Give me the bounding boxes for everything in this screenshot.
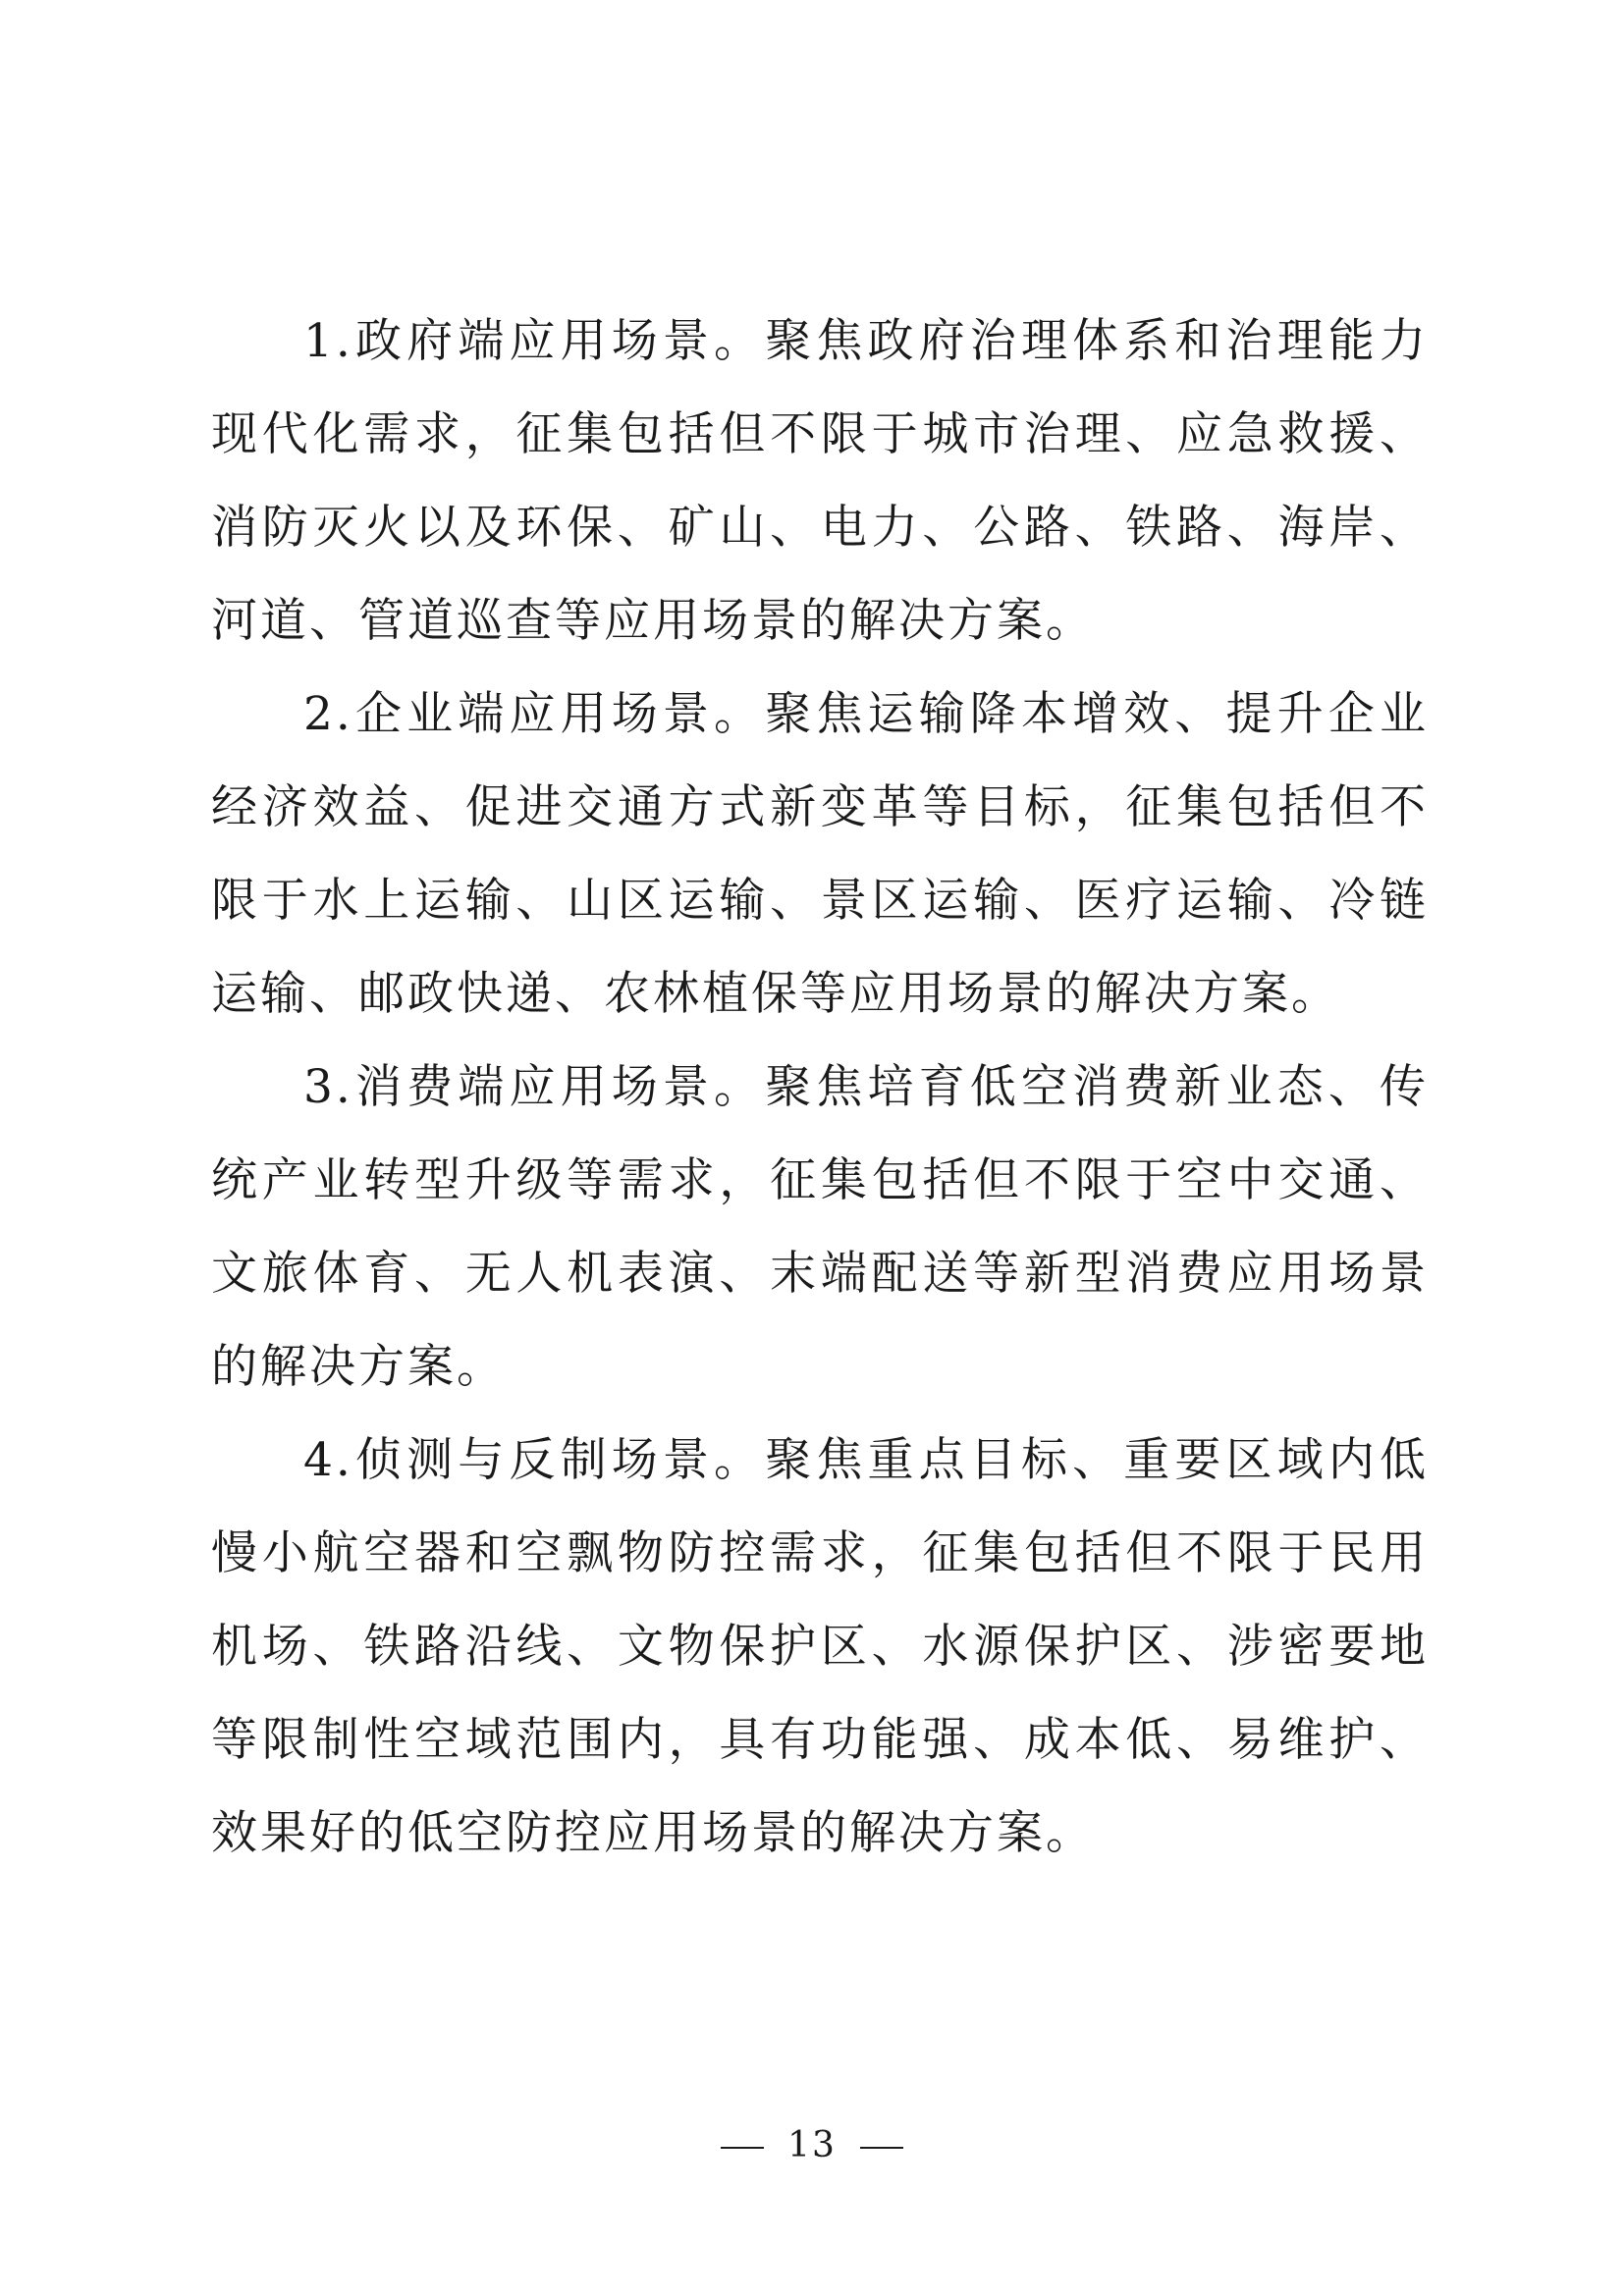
paragraph-detection-countermeasure-scenario: 4.侦测与反制场景。聚焦重点目标、重要区域内低慢小航空器和空飘物防控需求，征集包括但不限于民用机场、铁路沿线、文物保护区、水源保护区、涉密要地等限制性空域范围内，具有功能强、成本低、易维护、效果好的低空防控应用场景的解决方案。 — [211, 1433, 1429, 1860]
body-text — [211, 294, 1429, 1880]
paragraph-consumer-scenario: 3.消费端应用场景。聚焦培育低空消费新业态、传统产业转型升级等需求，征集包括但不限于空中交通、文旅体育、无人机表演、末端配送等新型消费应用场景的解决方案。 — [211, 1060, 1429, 1394]
paragraph-government-scenario: 1.政府端应用场景。聚焦政府治理体系和治理能力现代化需求，征集包括但不限于城市治理、应急救援、消防灭火以及环保、矿山、电力、公路、铁路、海岸、河道、管道巡查等应用场景的解决方案。 — [211, 314, 1429, 648]
paragraph-enterprise-scenario: 2.企业端应用场景。聚焦运输降本增效、提升企业经济效益、促进交通方式新变革等目标，征集包括但不限于水上运输、山区运输、景区运输、医疗运输、冷链运输、邮政快递、农林植保等应用场景的解决方案。 — [211, 687, 1429, 1021]
page-footer — [0, 2122, 1624, 2169]
page-number: 13 — [787, 2125, 837, 2165]
right-dash — [860, 2147, 903, 2149]
left-dash — [721, 2147, 764, 2149]
